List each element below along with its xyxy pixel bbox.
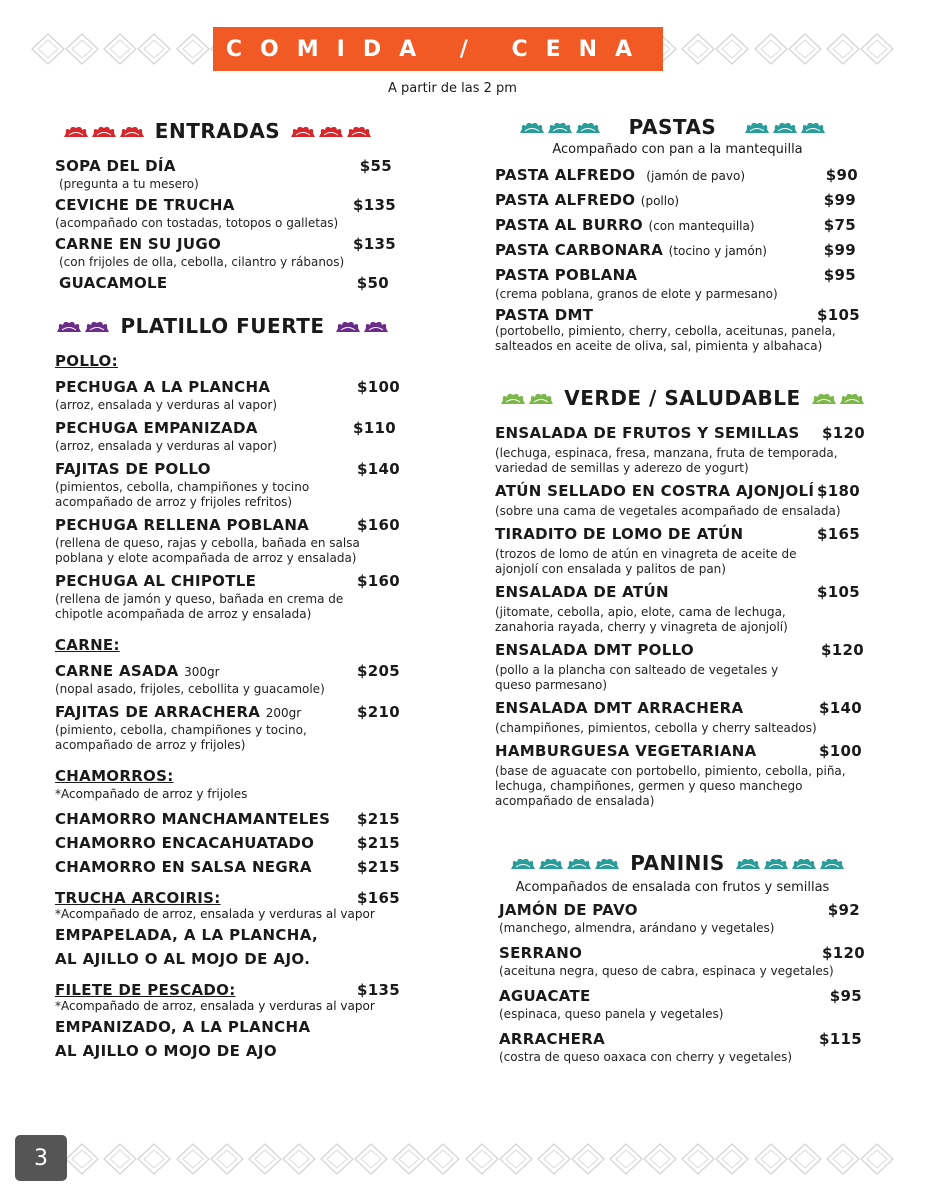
border-motif	[825, 24, 895, 74]
menu-item	[495, 263, 870, 287]
item-price: $165	[817, 525, 860, 543]
item-price: $99	[823, 241, 856, 259]
flower-ornament	[811, 391, 837, 405]
menu-item	[55, 274, 410, 292]
flower-ornament	[84, 319, 110, 333]
border-motif	[30, 24, 100, 74]
border-motif	[536, 1134, 606, 1184]
item-description: (arroz, ensalada y verduras al vapor)	[55, 398, 277, 412]
red-flower-icon	[63, 124, 145, 138]
carne-subheading: CARNE:	[55, 636, 120, 654]
flower-ornament	[510, 856, 536, 870]
flower-ornament	[547, 120, 573, 134]
menu-item	[495, 482, 870, 500]
teal-flower-icon	[735, 856, 845, 870]
item-price: $215	[357, 834, 400, 852]
teal-flower-icon	[510, 856, 620, 870]
section-pastas-heading	[475, 115, 870, 139]
border-motif	[247, 1134, 317, 1184]
item-description: (aceituna negra, queso de cabra, espinaca y vegetales)	[499, 964, 834, 978]
filete-styles-line: EMPANIZADO, A LA PLANCHA	[55, 1018, 311, 1036]
item-name: JAMÓN DE PAVO	[499, 901, 638, 919]
right-column	[495, 115, 870, 1065]
flower-ornament	[500, 391, 526, 405]
flower-ornament	[63, 124, 89, 138]
filete-subheading: FILETE DE PESCADO:	[55, 981, 236, 999]
menu-item	[55, 196, 410, 214]
flower-ornament	[791, 856, 817, 870]
menu-title: COMIDA / CENA	[225, 36, 651, 62]
item-name: PASTA CARBONARA	[495, 241, 664, 259]
item-name: SERRANO	[499, 944, 583, 962]
item-name: GUACAMOLE	[59, 274, 168, 292]
item-name: CARNE EN SU JUGO	[55, 235, 222, 253]
flower-ornament	[772, 120, 798, 134]
entradas-list	[55, 157, 410, 292]
border-motif	[608, 1134, 678, 1184]
flower-ornament	[819, 856, 845, 870]
flower-ornament	[735, 856, 761, 870]
item-name: HAMBURGUESA VEGETARIANA	[495, 742, 757, 760]
border-motif	[175, 1134, 245, 1184]
chamorros-list	[55, 807, 410, 879]
menu-item	[55, 662, 410, 680]
item-price: $95	[823, 266, 856, 284]
flower-ornament	[91, 124, 117, 138]
section-platillo-heading	[35, 314, 410, 338]
filete-styles-line: AL AJILLO O MOJO DE AJO	[55, 1042, 277, 1060]
menu-item	[495, 742, 870, 760]
trucha-row	[55, 889, 410, 907]
menu-item	[55, 572, 410, 590]
pollo-list	[55, 378, 410, 622]
item-price: $90	[825, 166, 858, 184]
item-extra: (jamón de pavo)	[646, 169, 746, 183]
red-flower-icon	[290, 124, 372, 138]
item-price: $135	[353, 196, 396, 214]
section-verde-heading	[495, 386, 870, 410]
menu-item	[55, 419, 410, 437]
menu-item	[495, 525, 870, 543]
item-name: CHAMORRO MANCHAMANTELES	[55, 810, 331, 828]
item-price: $180	[817, 482, 860, 500]
green-flower-icon	[500, 391, 554, 405]
trucha-styles-line: AL AJILLO O AL MOJO DE AJO.	[55, 950, 311, 968]
flower-ornament	[744, 120, 770, 134]
menu-title-banner	[213, 27, 663, 71]
item-description: (trozos de lomo de atún en vinagreta de aceite de ajonjolí con ensalada y palitos de pan)	[495, 547, 797, 576]
border-motif	[680, 1134, 750, 1184]
item-name: SOPA DEL DÍA	[55, 157, 176, 175]
item-price: $210	[357, 703, 400, 721]
item-price: $120	[822, 424, 865, 442]
bottom-pattern-border	[30, 1134, 895, 1184]
filete-row	[55, 981, 410, 999]
menu-item	[499, 987, 870, 1005]
item-name: PASTA DMT	[495, 306, 594, 324]
item-name: PASTA AL BURRO	[495, 216, 643, 234]
section-title: PLATILLO FUERTE	[120, 314, 325, 338]
section-paninis-heading	[485, 851, 870, 875]
menu-item	[499, 901, 870, 919]
teal-flower-icon	[519, 120, 601, 134]
flower-ornament	[56, 319, 82, 333]
flower-ornament	[363, 319, 389, 333]
item-description: (rellena de jamón y queso, bañada en crema de chipotle acompañada de arroz y ensalada)	[55, 592, 344, 621]
item-price: $165	[357, 889, 400, 907]
item-description: (nopal asado, frijoles, cebollita y guacamole)	[55, 682, 325, 696]
section-entradas-heading	[25, 119, 410, 143]
item-name: ENSALADA DMT POLLO	[495, 641, 694, 659]
menu-item	[499, 944, 870, 962]
menu-item	[55, 157, 410, 175]
item-name: CHAMORRO ENCACAHUATADO	[55, 834, 315, 852]
border-motif	[391, 1134, 461, 1184]
menu-item	[499, 1030, 870, 1048]
flower-ornament	[346, 124, 372, 138]
item-price: $160	[357, 572, 400, 590]
pollo-subheading: POLLO:	[55, 352, 118, 370]
flower-ornament	[800, 120, 826, 134]
item-description: (base de aguacate con portobello, pimiento, cebolla, piña, lechuga, champiñones, germen y queso manchego acompañado de ensalada)	[495, 764, 846, 808]
verde-list	[495, 424, 870, 809]
border-motif	[102, 1134, 172, 1184]
item-price: $215	[357, 858, 400, 876]
menu-item	[55, 703, 410, 721]
trucha-styles-line: EMPAPELADA, A LA PLANCHA,	[55, 926, 319, 944]
item-price: $105	[817, 583, 860, 601]
item-price: $105	[817, 306, 860, 324]
menu-item	[55, 378, 410, 396]
flower-ornament	[119, 124, 145, 138]
menu-item	[495, 699, 870, 717]
item-name: PECHUGA A LA PLANCHA	[55, 378, 271, 396]
section-title: PANINIS	[630, 851, 725, 875]
item-price: $50	[356, 274, 389, 292]
item-price: $135	[357, 981, 400, 999]
border-motif	[680, 24, 750, 74]
trucha-note: *Acompañado de arroz, ensalada y verduras al vapor	[55, 907, 375, 921]
flower-ornament	[290, 124, 316, 138]
filete-note: *Acompañado de arroz, ensalada y verduras al vapor	[55, 999, 375, 1013]
left-column	[55, 115, 410, 1063]
item-price: $110	[353, 419, 396, 437]
item-description: (espinaca, queso panela y vegetales)	[499, 1007, 724, 1021]
border-motif	[464, 1134, 534, 1184]
item-name: CEVICHE DE TRUCHA	[55, 196, 235, 214]
menu-item	[55, 831, 410, 855]
item-name: ATÚN SELLADO EN COSTRA AJONJOLÍ	[495, 482, 815, 500]
section-title: VERDE / SALUDABLE	[564, 386, 801, 410]
chamorros-subheading: CHAMORROS:	[55, 767, 174, 785]
menu-item	[495, 163, 870, 188]
item-price: $135	[353, 235, 396, 253]
flower-ornament	[575, 120, 601, 134]
menu-item	[495, 424, 870, 442]
item-description: (pimientos, cebolla, champiñones y tocino acompañado de arroz y frijoles refritos)	[55, 480, 310, 509]
item-description: (costra de queso oaxaca con cherry y vegetales)	[499, 1050, 793, 1064]
menu-item	[55, 807, 410, 831]
item-name: CARNE ASADA	[55, 662, 179, 680]
item-price: $100	[357, 378, 400, 396]
border-motif	[102, 24, 172, 74]
item-description: (sobre una cama de vegetales acompañado de ensalada)	[495, 504, 841, 518]
item-description: (rellena de queso, rajas y cebolla, bañada en salsa poblana y elote acompañada de arroz y ensalada)	[55, 536, 360, 565]
border-motif	[753, 24, 823, 74]
flower-ornament	[519, 120, 545, 134]
border-motif	[825, 1134, 895, 1184]
trucha-subheading: TRUCHA ARCOIRIS:	[55, 889, 221, 907]
item-description: (pollo a la plancha con salteado de vegetales y queso parmesano)	[495, 663, 779, 692]
section-title: ENTRADAS	[154, 119, 281, 143]
item-price: $140	[357, 460, 400, 478]
item-name: CHAMORRO EN SALSA NEGRA	[55, 858, 312, 876]
item-extra: (tocino y jamón)	[668, 244, 767, 258]
item-description: (lechuga, espinaca, fresa, manzana, fruta de temporada, variedad de semillas y aderezo de yogurt)	[495, 446, 838, 475]
menu-item	[55, 855, 410, 879]
flower-ornament	[528, 391, 554, 405]
item-name: ENSALADA DE ATÚN	[495, 583, 669, 601]
item-name: FAJITAS DE ARRACHERA	[55, 703, 261, 721]
menu-item	[55, 516, 410, 534]
item-price: $205	[357, 662, 400, 680]
section-title: PASTAS	[628, 115, 717, 139]
item-extra: (con mantequilla)	[648, 219, 755, 233]
item-extra: (pollo)	[640, 194, 680, 208]
purple-flower-icon	[56, 319, 110, 333]
menu-item	[495, 238, 870, 263]
menu-item	[495, 213, 870, 238]
item-name: AGUACATE	[499, 987, 591, 1005]
border-motif	[319, 1134, 389, 1184]
item-description: (arroz, ensalada y verduras al vapor)	[55, 439, 277, 453]
item-name: ENSALADA DMT ARRACHERA	[495, 699, 744, 717]
item-description: (crema poblana, granos de elote y parmesano)	[495, 287, 778, 301]
flower-ornament	[594, 856, 620, 870]
menu-item	[495, 641, 870, 659]
item-name: PASTA ALFREDO	[495, 191, 636, 209]
page-number: 3	[15, 1135, 67, 1181]
item-description: (portobello, pimiento, cherry, cebolla, aceitunas, panela, salteados en aceite de oliva, sal, pimienta y albahaca)	[495, 324, 836, 353]
menu-item	[55, 460, 410, 478]
flower-ornament	[318, 124, 344, 138]
menu-item	[495, 583, 870, 601]
green-flower-icon	[811, 391, 865, 405]
item-price: $100	[819, 742, 862, 760]
flower-ornament	[335, 319, 361, 333]
carne-list	[55, 662, 410, 753]
item-name: PECHUGA RELLENA POBLANA	[55, 516, 310, 534]
chamorros-note: *Acompañado de arroz y frijoles	[55, 787, 248, 801]
item-qty: 200gr	[265, 706, 302, 720]
item-name: TIRADITO DE LOMO DE ATÚN	[495, 525, 744, 543]
flower-ornament	[763, 856, 789, 870]
item-description: (champiñones, pimientos, cebolla y cherry salteados)	[495, 721, 817, 735]
flower-ornament	[538, 856, 564, 870]
item-price: $92	[827, 901, 860, 919]
menu-item	[55, 235, 410, 253]
item-price: $140	[819, 699, 862, 717]
flower-ornament	[839, 391, 865, 405]
pastas-note: Acompañado con pan a la mantequilla	[552, 142, 803, 157]
menu-item	[495, 306, 870, 324]
item-name: FAJITAS DE POLLO	[55, 460, 211, 478]
border-motif	[753, 1134, 823, 1184]
purple-flower-icon	[335, 319, 389, 333]
item-price: $75	[823, 216, 856, 234]
item-qty: 300gr	[184, 665, 220, 679]
item-name: PECHUGA EMPANIZADA	[55, 419, 258, 437]
item-price: $160	[357, 516, 400, 534]
item-price: $120	[821, 641, 864, 659]
pastas-list	[495, 163, 870, 354]
item-name: ENSALADA DE FRUTOS Y SEMILLAS	[495, 424, 800, 442]
item-price: $115	[819, 1030, 862, 1048]
item-description: (manchego, almendra, arándano y vegetales)	[499, 921, 775, 935]
paninis-list	[495, 901, 870, 1065]
item-description: (pregunta a tu mesero)	[59, 177, 199, 191]
paninis-note: Acompañados de ensalada con frutos y semillas	[515, 880, 830, 895]
item-description: (con frijoles de olla, cebolla, cilantro y rábanos)	[59, 255, 345, 269]
item-name: PASTA POBLANA	[495, 266, 638, 284]
item-price: $120	[822, 944, 865, 962]
menu-item	[495, 188, 870, 213]
item-name: ARRACHERA	[499, 1030, 605, 1048]
item-description: (pimiento, cebolla, champiñones y tocino, acompañado de arroz y frijoles)	[55, 723, 307, 752]
item-price: $55	[359, 157, 392, 175]
teal-flower-icon	[744, 120, 826, 134]
item-description: (jitomate, cebolla, apio, elote, cama de lechuga, zanahoria rayada, cherry y vinagreta de ajonjolí)	[495, 605, 788, 634]
item-price: $99	[823, 191, 856, 209]
item-price: $215	[357, 810, 400, 828]
item-description: (acompañado con tostadas, totopos o galletas)	[55, 216, 339, 230]
flower-ornament	[566, 856, 592, 870]
item-price: $95	[829, 987, 862, 1005]
item-name: PECHUGA AL CHIPOTLE	[55, 572, 257, 590]
item-name: PASTA ALFREDO	[495, 166, 636, 184]
menu-subtitle: A partir de las 2 pm	[388, 81, 517, 96]
